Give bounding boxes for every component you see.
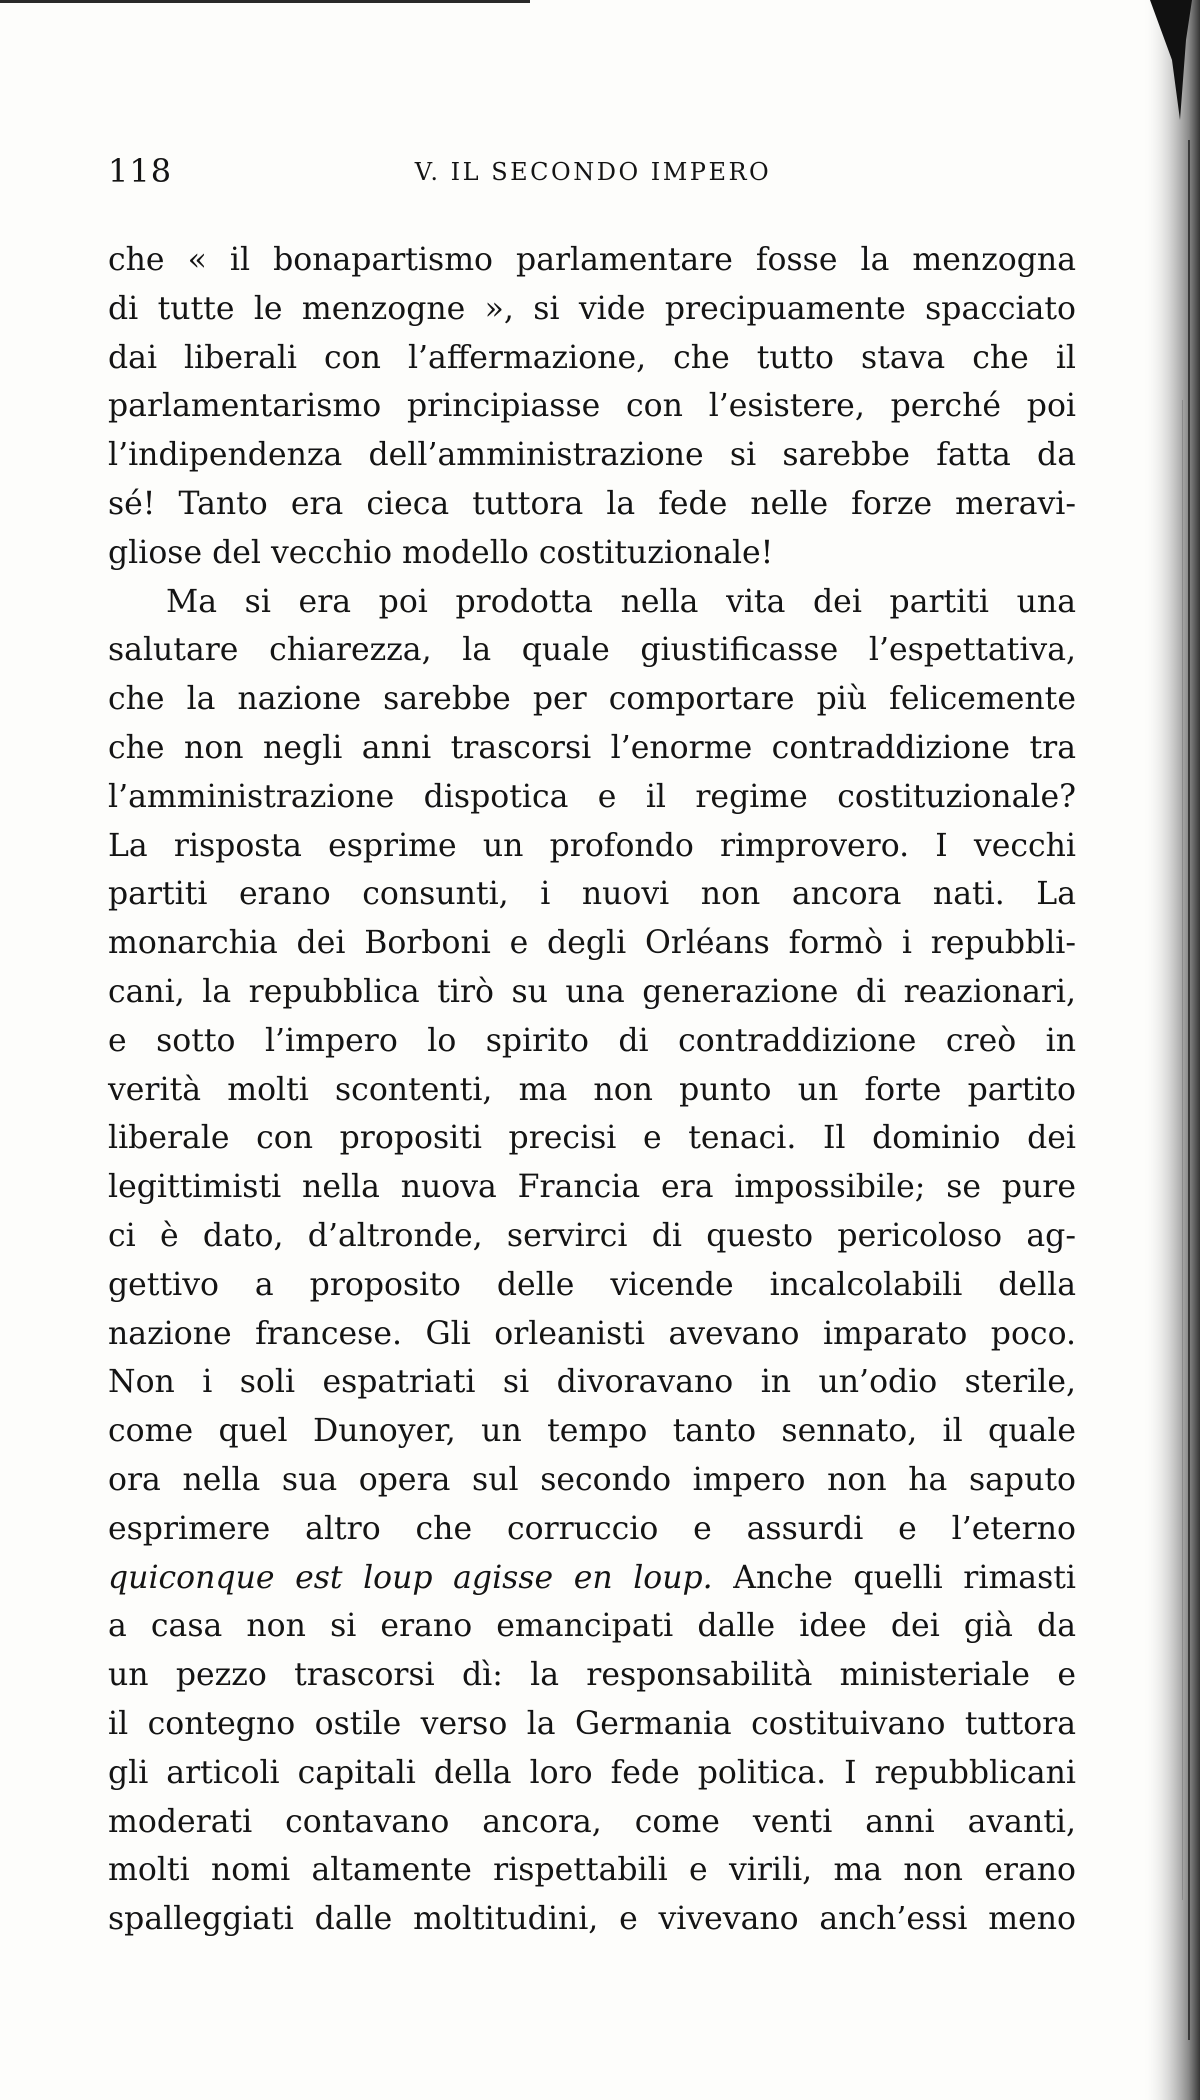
chapter-title: V. IL SECONDO IMPERO xyxy=(414,158,772,186)
text-line: l’indipendenza dell’amministrazione si sarebbe fatta da xyxy=(108,437,1076,474)
text-line: un pezzo trascorsi dì: la responsabilità ministeriale e xyxy=(108,1657,1076,1694)
text-line: gliose del vecchio modello costituzionale! xyxy=(108,534,774,571)
text-line: sé! Tanto era cieca tuttora la fede nelle forze meravi- xyxy=(108,485,1076,522)
text-line: come quel Dunoyer, un tempo tanto sennato, il quale xyxy=(108,1413,1076,1450)
text-line: nazione francese. Gli orleanisti avevano imparato poco. xyxy=(108,1315,1076,1352)
text-line: spalleggiati dalle moltitudini, e vivevano anch’essi meno xyxy=(108,1901,1076,1938)
text-line: dai liberali con l’affermazione, che tutto stava che il xyxy=(108,339,1076,376)
page-edge-shadow xyxy=(1142,0,1200,2100)
running-head xyxy=(108,150,1078,194)
text-line: La risposta esprime un profondo rimprovero. I vecchi xyxy=(108,827,1076,864)
text-line: ora nella sua opera sul secondo impero non ha saputo xyxy=(108,1461,1076,1498)
body-text xyxy=(108,236,1076,1944)
text-line: parlamentarismo principiasse con l’esistere, perché poi xyxy=(108,388,1076,425)
text-line: verità molti scontenti, ma non punto un forte partito xyxy=(108,1071,1076,1108)
text-line: cani, la repubblica tirò su una generazione di reazionari, xyxy=(108,973,1076,1010)
text-line: che la nazione sarebbe per comportare più felicemente xyxy=(108,681,1076,718)
text-line: ci è dato, d’altronde, servirci di questo pericoloso ag- xyxy=(108,1217,1076,1254)
paragraph-first-line: Ma si era poi prodotta nella vita dei partiti una xyxy=(166,583,1076,620)
text-line: molti nomi altamente rispettabili e virili, ma non erano xyxy=(108,1852,1076,1889)
text-line: partiti erano consunti, i nuovi non ancora nati. La xyxy=(108,876,1076,913)
text-line: monarchia dei Borboni e degli Orléans formò i repubbli- xyxy=(108,925,1076,962)
text-line: gettivo a proposito delle vicende incalcolabili della xyxy=(108,1266,1076,1303)
top-edge-rule xyxy=(0,0,530,3)
text-line: salutare chiarezza, la quale giustificasse l’espettativa, xyxy=(108,632,1076,669)
text-line-with-italic-quote xyxy=(108,1554,1076,1603)
text-line: moderati contavano ancora, come venti anni avanti, xyxy=(108,1803,1076,1840)
text-line: Non i soli espatriati si divoravano in un’odio sterile, xyxy=(108,1364,1076,1401)
text-line: gli articoli capitali della loro fede politica. I repubblicani xyxy=(108,1754,1076,1791)
text-line: liberale con propositi precisi e tenaci. Il dominio dei xyxy=(108,1120,1076,1157)
text-line: legittimisti nella nuova Francia era impossibile; se pure xyxy=(108,1169,1076,1206)
text-line: e sotto l’impero lo spirito di contraddizione creò in xyxy=(108,1022,1076,1059)
text-line: che non negli anni trascorsi l’enorme contraddizione tra xyxy=(108,729,1076,766)
text-line-rest: Anche quelli rimasti xyxy=(712,1559,1076,1596)
text-line: il contegno ostile verso la Germania costituivano tuttora xyxy=(108,1705,1076,1742)
text-line: esprimere altro che corruccio e assurdi e l’eterno xyxy=(108,1510,1076,1547)
text-line: a casa non si erano emancipati dalle idee dei già da xyxy=(108,1608,1076,1645)
page-number: 118 xyxy=(108,152,173,190)
text-line: di tutte le menzogne », si vide precipuamente spacciato xyxy=(108,290,1076,327)
text-line: l’amministrazione dispotica e il regime costituzionale? xyxy=(108,778,1076,815)
italic-quote: quiconque est loup agisse en loup. xyxy=(108,1559,713,1596)
text-line: che « il bonapartismo parlamentare fosse la menzogna xyxy=(108,242,1076,278)
